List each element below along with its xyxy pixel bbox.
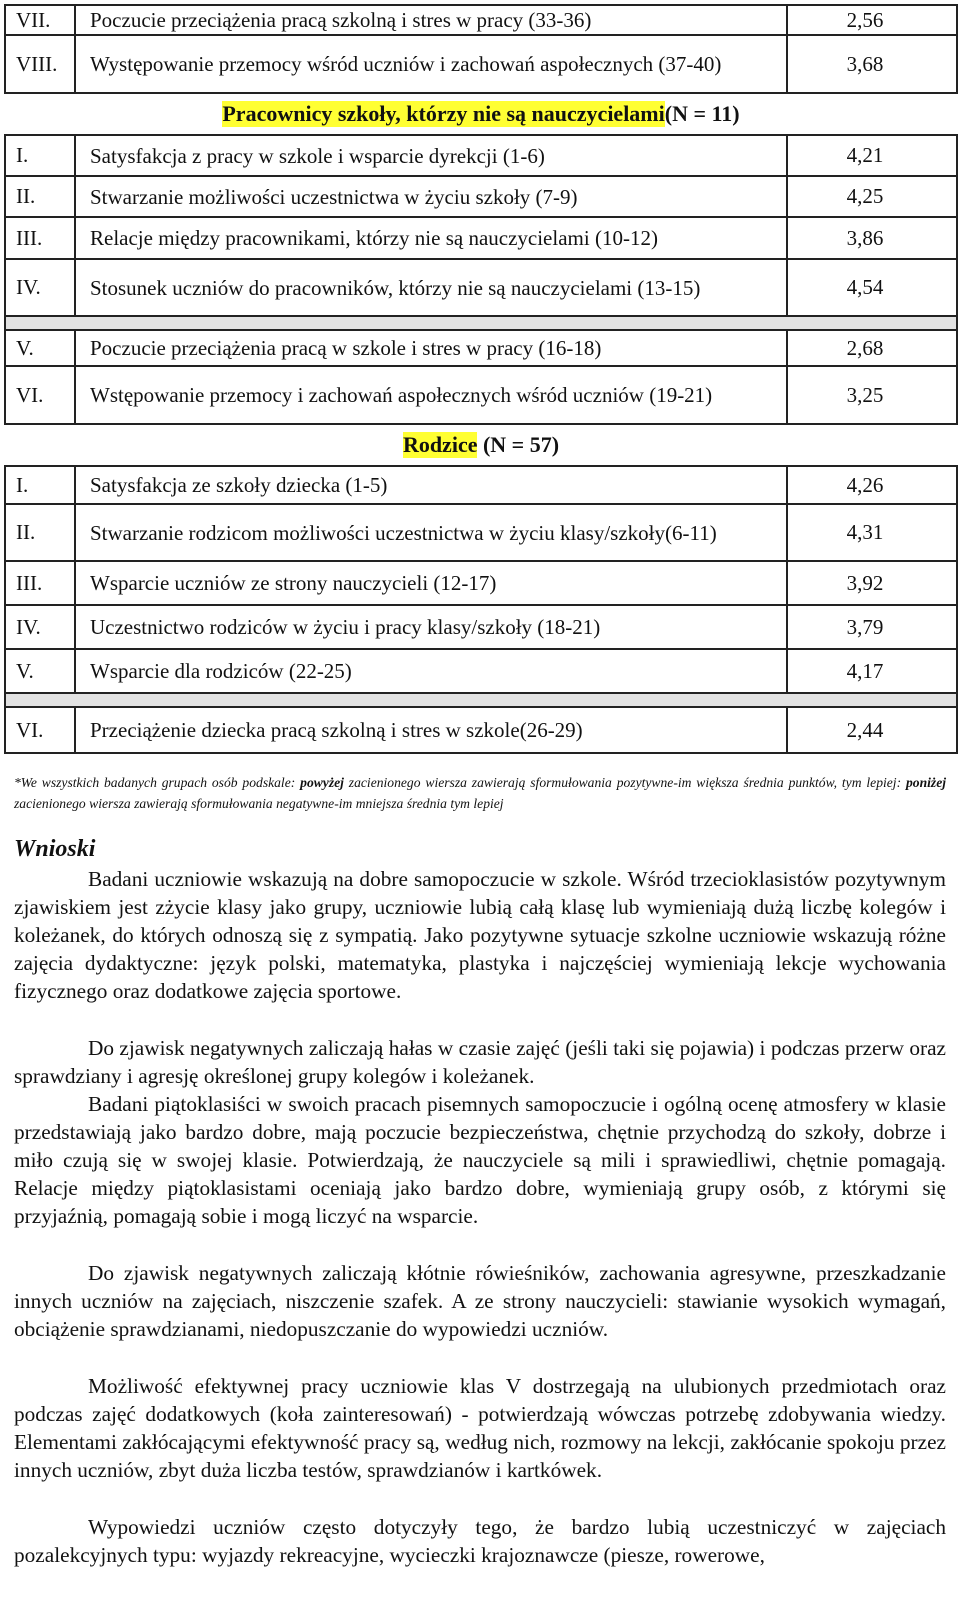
- footnote-text: zacienionego wiersza zawierają sformułowania negatywne-im mniejsza średnia tym lepiej: [14, 796, 504, 811]
- row-number: I.: [16, 472, 29, 497]
- row-value: 3,68: [846, 51, 884, 76]
- group-title-highlight: Pracownicy szkoły, którzy nie są nauczycielami: [222, 101, 665, 126]
- paragraph: Wypowiedzi uczniów często dotyczyły tego, że bardzo lubią uczestniczyć w zajęciach pozalekcyjnych typu: wyjazdy rekreacyjne, wycieczki krajoznawcze (piesze, rowerowe,: [14, 1515, 946, 1568]
- table-row: [4, 650, 958, 694]
- row-description: Poczucie przeciążenia pracą szkolną i stres w pracy (33-36): [74, 6, 788, 34]
- group-count: (N = 57): [482, 432, 560, 457]
- footnote-text: *We wszystkich badanych grupach osób podskale:: [14, 775, 301, 790]
- row-description: Stwarzanie rodzicom możliwości uczestnictwa w życiu klasy/szkoły(6-11): [74, 505, 788, 560]
- table-row: [4, 606, 958, 650]
- row-description: Relacje między pracownikami, którzy nie są nauczycielami (10-12): [74, 218, 788, 258]
- row-value: 4,54: [846, 275, 884, 299]
- paragraph: Badani uczniowie wskazują na dobre samopoczucie w szkole. Wśród trzecioklasistów pozytywnym zjawiskiem jest zżycie klasy jako grupy, uczniowie lubią całą klasę lub wymieniają dużą liczbę kolegów i koleżanek, do których odnoszą się z sympatią. Jako pozytywne sytuacje szkolne uczniowie wskazują różne zajęcia dydaktyczne: język polski, matematyka, plastyka i najczęściej wymieniają lekcje wychowania fizycznego oraz dodatkowe zajęcia sportowe.: [14, 867, 946, 1004]
- row-number: III.: [16, 570, 43, 595]
- paragraph: Możliwość efektywnej pracy uczniowie klas V dostrzegają na ulubionych przedmiotach oraz podczas zajęć dodatkowych (koła zainteresowań) - potwierdzają wówczas potrzebę zdobywania wiedzy. Elementami zakłócającymi efektywność pracy są, według nich, rozmowy na lekcji, zakłócanie spokoju przez innych uczniów, zbyt duża liczba testów, sprawdzianów i kartkówek.: [14, 1374, 946, 1483]
- row-value: 4,31: [846, 520, 884, 544]
- row-value: 4,26: [846, 472, 884, 497]
- footnote-emphasis: powyżej: [300, 775, 344, 790]
- row-description: Uczestnictwo rodziców w życiu i pracy klasy/szkoły (18-21): [74, 606, 788, 648]
- table-row: [4, 467, 958, 505]
- table-row: [4, 367, 958, 425]
- row-number: VIII.: [16, 51, 58, 76]
- row-description: Stosunek uczniów do pracowników, którzy nie są nauczycielami (13-15): [74, 260, 788, 315]
- table-footnote: [14, 772, 946, 814]
- row-description: Wsparcie dla rodziców (22-25): [74, 650, 788, 692]
- shaded-separator-row: [4, 317, 958, 331]
- table-row: [4, 4, 958, 36]
- row-value: 2,56: [846, 7, 884, 32]
- row-description: Wsparcie uczniów ze strony nauczycieli (12-17): [74, 562, 788, 604]
- row-number: VI.: [16, 717, 44, 742]
- footnote-text: zacienionego wiersza zawierają sformułowania pozytywne-im większa średnia punktów, tym lepiej:: [343, 775, 906, 790]
- group-count: (N = 11): [664, 101, 740, 126]
- table-row: [4, 36, 958, 94]
- row-number: IV.: [16, 275, 41, 299]
- group-header-staff: [4, 94, 958, 136]
- table-row: [4, 505, 958, 562]
- row-description: Wstępowanie przemocy i zachowań aspołecznych wśród uczniów (19-21): [74, 367, 788, 423]
- row-value: 3,86: [846, 225, 884, 250]
- shaded-separator-row: [4, 694, 958, 708]
- group-header-parents: [4, 425, 958, 467]
- results-table: [4, 4, 958, 754]
- table-row: [4, 260, 958, 317]
- section-heading: Wnioski: [14, 836, 96, 862]
- table-row: [4, 331, 958, 367]
- group-title-highlight: Rodzice: [402, 432, 478, 457]
- row-value: 3,92: [846, 570, 884, 595]
- row-number: V.: [16, 335, 34, 360]
- row-value: 3,79: [846, 614, 884, 639]
- row-number: V.: [16, 658, 34, 683]
- table-row: [4, 136, 958, 177]
- row-value: 4,17: [846, 658, 884, 683]
- row-value: 2,68: [846, 335, 884, 360]
- table-row: [4, 562, 958, 606]
- row-number: VII.: [16, 7, 51, 32]
- row-number: IV.: [16, 614, 41, 639]
- table-row: [4, 177, 958, 218]
- group-title: [4, 94, 958, 134]
- paragraph: Do zjawisk negatywnych zaliczają hałas w czasie zajęć (jeśli taki się pojawia) i podczas przerw oraz sprawdziany i agresję określonej grupy kolegów i koleżanek.: [14, 1036, 946, 1089]
- paragraph: Badani piątoklasiści w swoich pracach pisemnych samopoczucie i ogólną ocenę atmosfery w klasie przedstawiają jako bardzo dobre, mają poczucie bezpieczeństwa, chętnie przychodzą do szkoły, dobrze i miło czują się w swojej klasie. Potwierdzają, że nauczyciele są mili i sprawiedliwi, chętnie pomagają. Relacje między piątoklasistami oceniają jako bardzo dobre, wymieniają grupy osób, z którymi się przyjaźnią, pomagają sobie i mogą liczyć na wsparcie.: [14, 1092, 946, 1229]
- paragraph: Do zjawisk negatywnych zaliczają kłótnie rówieśników, zachowania agresywne, przeszkadzanie innych uczniów na zajęciach, niszczenie szafek. A ze strony nauczycieli: stawianie wysokich wymagań, obciążenie sprawdzianami, niedopuszczanie do wypowiedzi uczniów.: [14, 1261, 946, 1342]
- table-row: [4, 708, 958, 754]
- row-number: III.: [16, 225, 43, 250]
- row-value: 4,21: [846, 143, 884, 167]
- row-number: VI.: [16, 382, 44, 407]
- row-description: Satysfakcja z pracy w szkole i wsparcie dyrekcji (1-6): [74, 136, 788, 175]
- table-row: [4, 218, 958, 260]
- row-number: II.: [16, 520, 36, 544]
- group-title: [4, 425, 958, 465]
- row-value: 3,25: [846, 382, 884, 407]
- row-value: 4,25: [846, 184, 884, 208]
- row-description: Poczucie przeciążenia pracą w szkole i stres w pracy (16-18): [74, 331, 788, 365]
- row-value: 2,44: [846, 717, 884, 742]
- footnote-emphasis: poniżej: [905, 775, 947, 790]
- row-number: II.: [16, 184, 36, 208]
- row-number: I.: [16, 143, 29, 167]
- row-description: Przeciążenie dziecka pracą szkolną i stres w szkole(26-29): [74, 708, 788, 752]
- row-description: Satysfakcja ze szkoły dziecka (1-5): [74, 467, 788, 503]
- row-description: Występowanie przemocy wśród uczniów i zachowań aspołecznych (37-40): [74, 36, 788, 92]
- row-description: Stwarzanie możliwości uczestnictwa w życiu szkoły (7-9): [74, 177, 788, 216]
